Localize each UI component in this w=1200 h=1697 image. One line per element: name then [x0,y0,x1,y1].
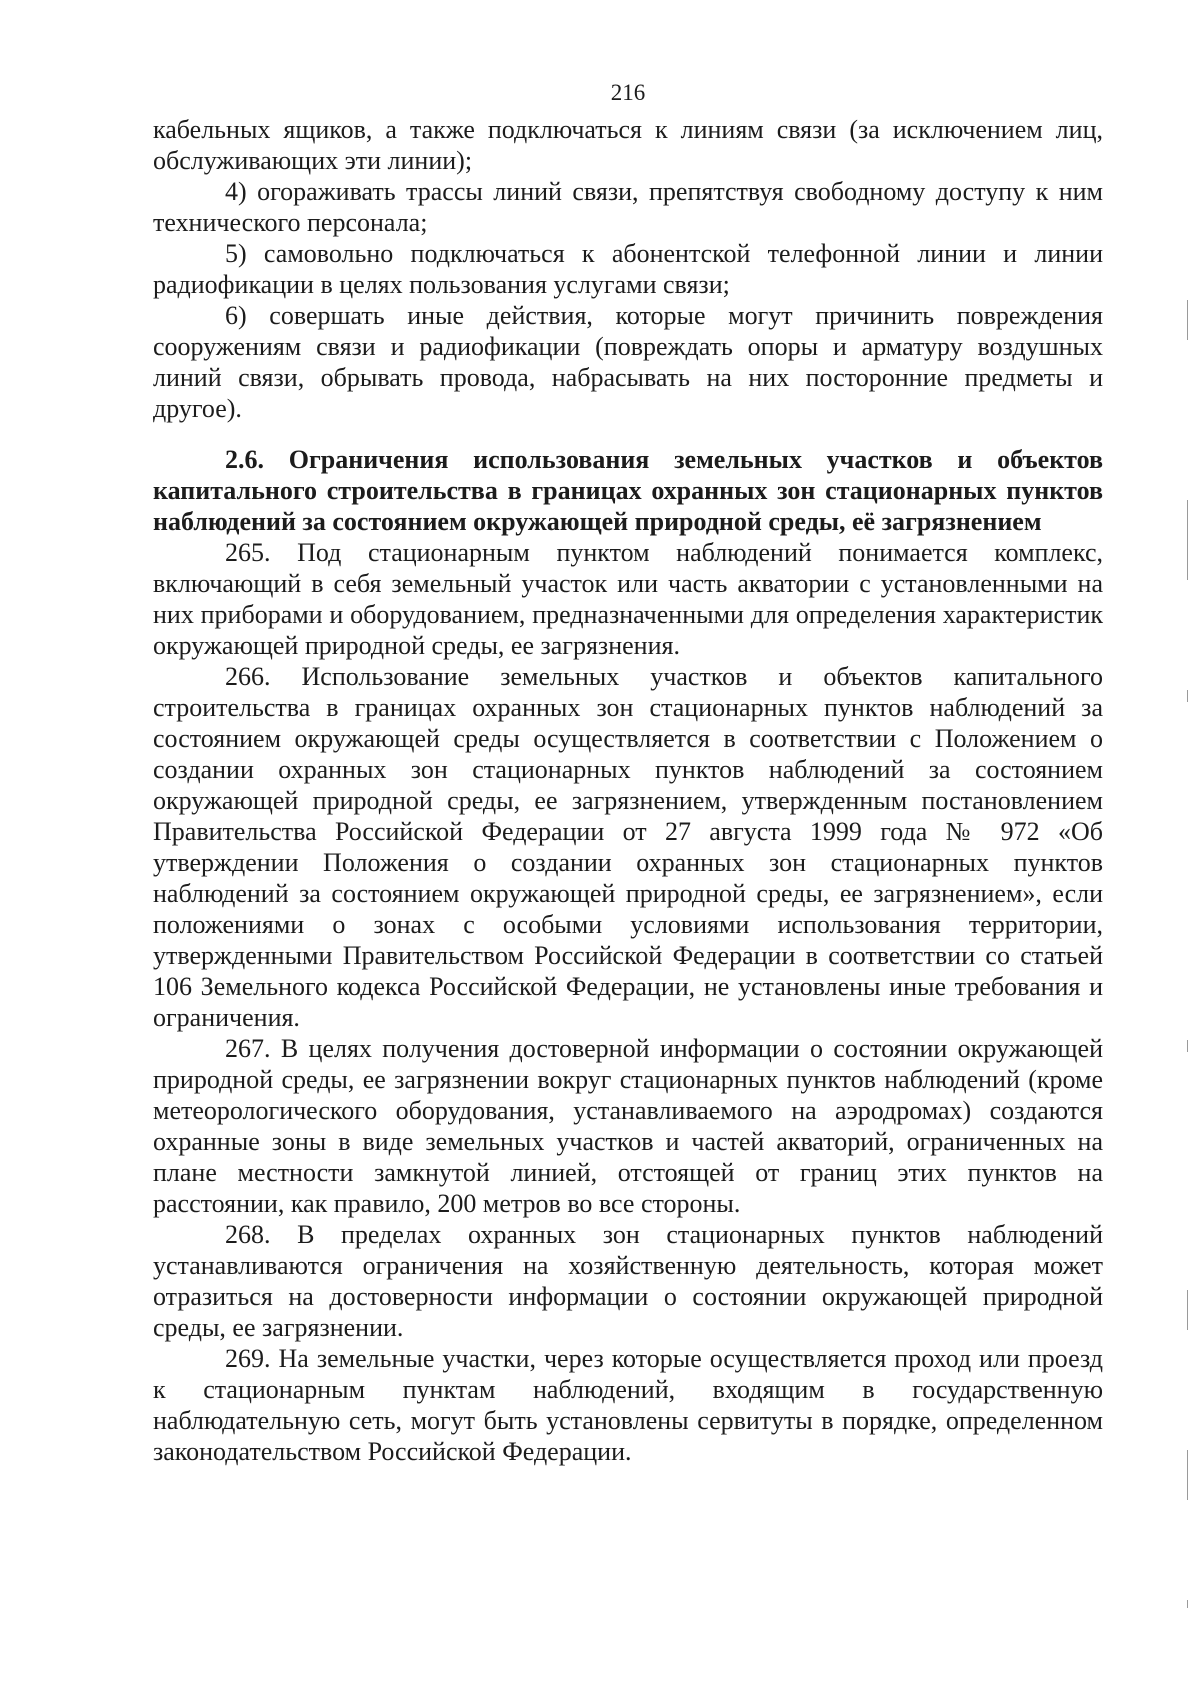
section-heading: 2.6. Ограничения использования земельных участков и объектов капитального строительства в границах охранных зон стационарных пунктов наблюдений за состоянием окружающей природной среды, её загрязнением [153,445,1103,536]
page-number: 216 [610,80,646,105]
scan-artifact [1187,1290,1188,1330]
list-item-6: 6) совершать иные действия, которые могут причинить повреждения сооружениям связи и радиофикации (повреждать опоры и арматуру воздушных линий связи, обрывать провода, набрасывать на них посторонние предметы и другое). [153,301,1103,423]
paragraph-265: 265. Под стационарным пунктом наблюдений понимается комплекс, включающий в себя земельный участок или часть акватории с установленными на них приборами и оборудованием, предназначенными для определения характеристик окружающей природной среды, ее загрязнения. [153,538,1103,660]
list-item-5: 5) самовольно подключаться к абонентской телефонной линии и линии радиофикации в целях пользования услугами связи; [153,239,1103,299]
scan-artifact [1187,500,1188,580]
paragraph-continuation: кабельных ящиков, а также подключаться к линиям связи (за исключением лиц, обслуживающих эти линии); [153,115,1103,175]
paragraph-268: 268. В пределах охранных зон стационарных пунктов наблюдений устанавливаются ограничения на хозяйственную деятельность, которая может отразиться на достоверности информации о состоянии окружающей природной среды, ее загрязнении. [153,1220,1103,1342]
scan-artifact [1187,1040,1188,1052]
paragraph-269: 269. На земельные участки, через которые осуществляется проход или проезд к стационарным пунктам наблюдений, входящим в государственную наблюдательную сеть, могут быть установлены сервитуты в порядке, определенном законодательством Российской Федерации. [153,1344,1103,1466]
scan-artifact [1187,1450,1188,1500]
scan-artifact [1187,690,1188,702]
document-page [153,78,1103,1467]
scan-artifact [1187,1600,1188,1608]
paragraph-267: 267. В целях получения достоверной информации о состоянии окружающей природной среды, ее загрязнении вокруг стационарных пунктов наблюдений (кроме метеорологического оборудования, устанавливаемого на аэродромах) создаются охранные зоны в виде земельных участков и частей акваторий, ограниченных на плане местности замкнутой линией, отстоящей от границ этих пунктов на расстоянии, как правило, 200 метров во все стороны. [153,1034,1103,1218]
paragraph-266: 266. Использование земельных участков и объектов капитального строительства в границах охранных зон стационарных пунктов наблюдений за состоянием окружающей среды осуществляется в соответствии с Положением о создании охранных зон стационарных пунктов наблюдений за состоянием окружающей природной среды, ее загрязнением, утвержденным постановлением Правительства Российской Федерации от 27 августа 1999 года № 972 «Об утверждении Положения о создании охранных зон стационарных пунктов наблюдений за состоянием окружающей природной среды, ее загрязнением», если положениями о зонах с особыми условиями использования территории, утвержденными Правительством Российской Федерации в соответствии со статьей 106 Земельного кодекса Российской Федерации, не установлены иные требования и ограничения. [153,662,1103,1032]
list-item-4: 4) огораживать трассы линий связи, препятствуя свободному доступу к ним технического персонала; [153,177,1103,237]
scan-artifact [1187,300,1188,340]
